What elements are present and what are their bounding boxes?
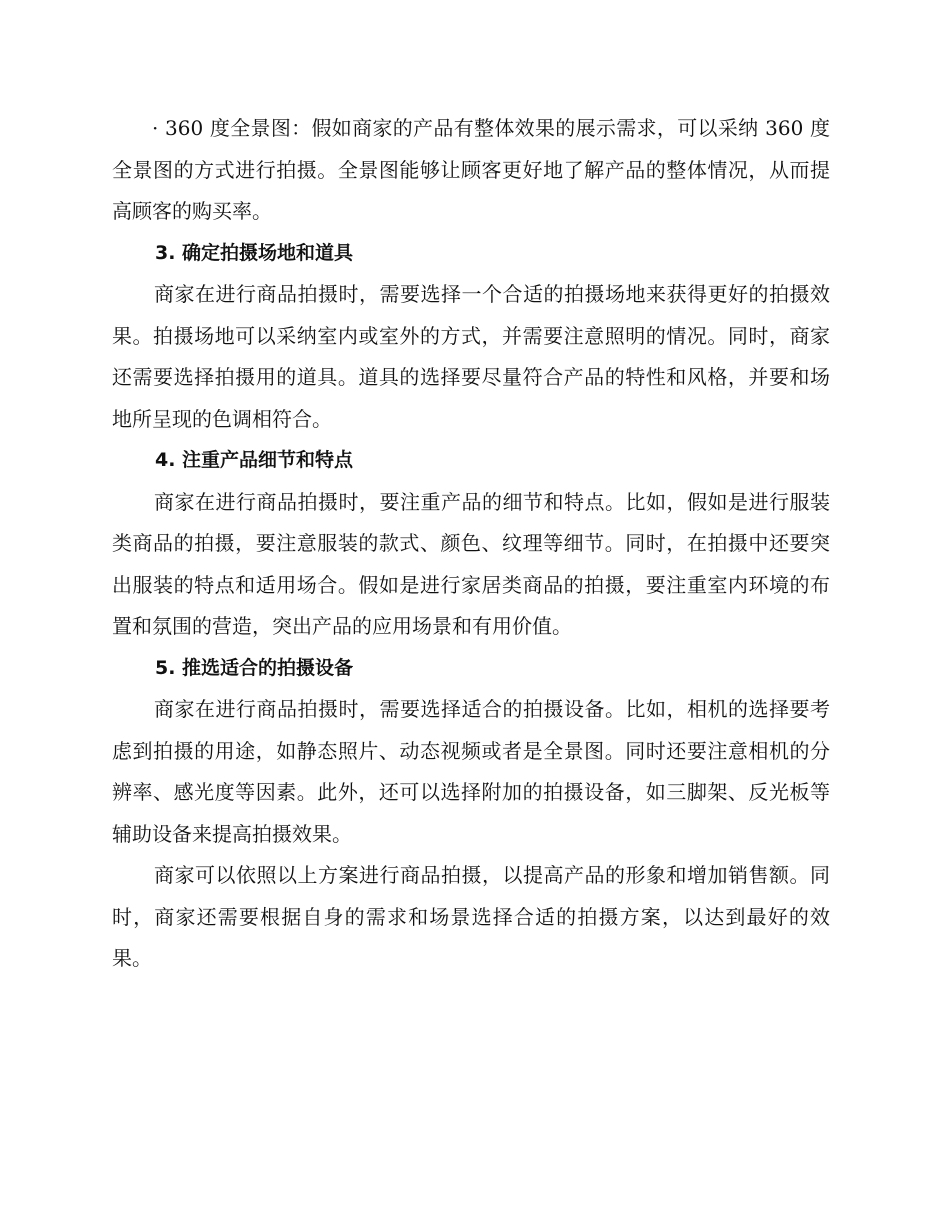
bullet-360-panorama: · 360 度全景图：假如商家的产品有整体效果的展示需求，可以采纳 360 度全景图的方式进行拍摄。全景图能够让顾客更好地了解产品的整体情况，从而提高顾客的购买率。	[112, 116, 830, 223]
section-4-heading: 4. 注重产品细节和特点	[155, 449, 354, 471]
conclusion-paragraph: 商家可以依照以上方案进行商品拍摄，以提高产品的形象和增加销售额。同时，商家还需要根据自身的需求和场景选择合适的拍摄方案，以达到最好的效果。	[112, 863, 830, 970]
document-body	[112, 108, 830, 980]
section-4-paragraph: 商家在进行商品拍摄时，要注重产品的细节和特点。比如，假如是进行服装类商品的拍摄，要注意服装的款式、颜色、纹理等细节。同时，在拍摄中还要突出服装的特点和适用场合。假如是进行家居类商品的拍摄，要注重室内环境的布置和氛围的营造，突出产品的应用场景和有用价值。	[112, 489, 830, 638]
section-5-paragraph: 商家在进行商品拍摄时，需要选择适合的拍摄设备。比如，相机的选择要考虑到拍摄的用途，如静态照片、动态视频或者是全景图。同时还要注意相机的分辨率、感光度等因素。此外，还可以选择附加的拍摄设备，如三脚架、反光板等辅助设备来提高拍摄效果。	[112, 697, 830, 846]
section-3-heading: 3. 确定拍摄场地和道具	[155, 241, 354, 264]
section-3-paragraph: 商家在进行商品拍摄时，需要选择一个合适的拍摄场地来获得更好的拍摄效果。拍摄场地可以采纳室内或室外的方式，并需要注意照明的情况。同时，商家还需要选择拍摄用的道具。道具的选择要尽量符合产品的特性和风格，并要和场地所呈现的色调相符合。	[112, 282, 830, 431]
section-5-heading: 5. 推选适合的拍摄设备	[155, 656, 354, 679]
